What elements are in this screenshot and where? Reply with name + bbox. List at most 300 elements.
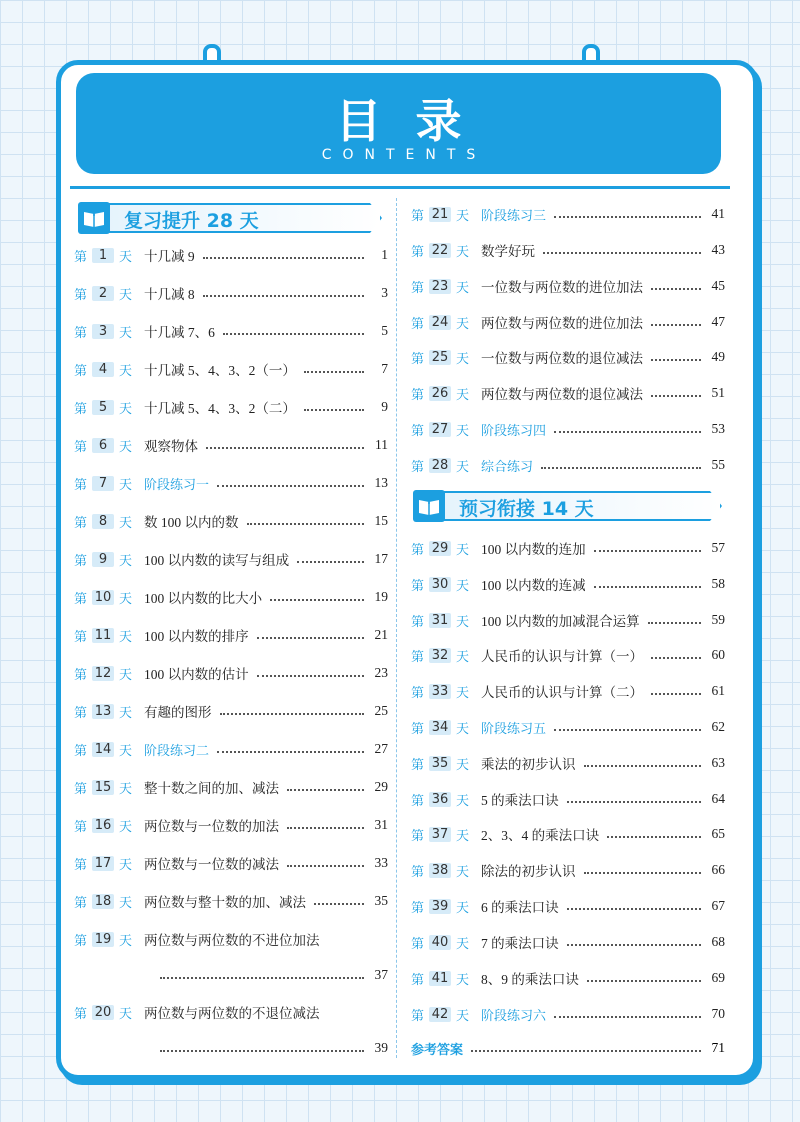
toc-entry[interactable] (74, 699, 388, 723)
day-label (74, 664, 144, 683)
day-label (74, 892, 144, 911)
entry-page: 15 (374, 513, 388, 528)
entry-page: 3 (381, 285, 388, 300)
day-label (411, 241, 481, 260)
toc-entry-continuation[interactable] (160, 963, 388, 987)
day-number: 13 (92, 704, 114, 719)
dot-leader (651, 359, 701, 361)
day-label (74, 816, 144, 835)
dot-leader (217, 485, 364, 487)
day-label (74, 398, 144, 417)
entry-title: 阶段练习四 (481, 423, 547, 439)
dot-leader (607, 836, 701, 838)
day-number: 23 (429, 279, 451, 294)
section-banner-review (80, 203, 382, 233)
entry-page: 13 (374, 475, 388, 490)
entry-title: 100 以内数的连减 (481, 578, 586, 593)
entry-page: 45 (711, 278, 725, 293)
entry-title: 100 以内数的排序 (144, 629, 249, 644)
day-label (411, 277, 481, 296)
day-label (74, 930, 144, 949)
day-suffix: 天 (119, 249, 133, 265)
dot-leader (203, 257, 364, 259)
entry-title: 阶段练习六 (481, 1008, 547, 1024)
day-label (411, 969, 481, 988)
entry-page: 61 (711, 683, 725, 698)
day-number: 26 (429, 386, 451, 401)
entry-title: 两位数与两位数的不进位加法 (144, 933, 320, 948)
entry-title: 十几减 8 (144, 287, 195, 302)
day-prefix: 第 (411, 542, 425, 558)
entry-title: 人民币的认识与计算（二） (481, 685, 643, 700)
toc-entry[interactable] (411, 345, 725, 369)
toc-entry[interactable] (74, 775, 388, 799)
day-number: 3 (92, 324, 114, 339)
day-suffix: 天 (456, 864, 470, 880)
section-label: 预习衔接 14 天 (459, 498, 594, 520)
day-prefix: 第 (411, 459, 425, 475)
entry-title: 100 以内数的加减混合运算 (481, 614, 640, 629)
entry-title: 有趣的图形 (144, 705, 212, 720)
entry-page: 68 (711, 934, 725, 949)
day-prefix: 第 (74, 705, 88, 721)
section-banner-preview (415, 491, 722, 521)
day-prefix: 第 (411, 208, 425, 224)
toc-entry[interactable] (411, 715, 725, 739)
toc-entry[interactable] (74, 927, 388, 951)
book-icon (413, 490, 445, 522)
day-label (411, 539, 481, 558)
dot-leader (160, 1050, 364, 1052)
day-prefix: 第 (411, 972, 425, 988)
toc-entry[interactable] (74, 357, 388, 381)
entry-page: 65 (711, 826, 725, 841)
header-divider (70, 186, 730, 189)
entry-page: 25 (374, 703, 388, 718)
day-number: 15 (92, 780, 114, 795)
day-suffix: 天 (456, 244, 470, 260)
day-suffix: 天 (119, 287, 133, 303)
day-number: 5 (92, 400, 114, 415)
toc-entry[interactable] (74, 319, 388, 343)
day-prefix: 第 (411, 387, 425, 403)
entry-page: 43 (711, 242, 725, 257)
dot-leader (567, 801, 701, 803)
entry-page: 69 (711, 970, 725, 985)
day-label (74, 360, 144, 379)
toc-entry[interactable] (411, 310, 725, 334)
day-prefix: 第 (411, 757, 425, 773)
dot-leader (297, 561, 364, 563)
day-number: 20 (92, 1005, 114, 1020)
day-prefix: 第 (74, 401, 88, 417)
day-prefix: 第 (411, 936, 425, 952)
day-prefix: 第 (74, 743, 88, 759)
day-prefix: 第 (74, 515, 88, 531)
day-label (74, 740, 144, 759)
day-prefix: 第 (74, 819, 88, 835)
entry-page: 71 (711, 1040, 725, 1055)
entry-page: 57 (711, 540, 725, 555)
day-prefix: 第 (74, 667, 88, 683)
toc-entry[interactable] (74, 433, 388, 457)
day-prefix: 第 (411, 864, 425, 880)
entry-page: 60 (711, 647, 725, 662)
day-number: 33 (429, 684, 451, 699)
entry-title: 十几减 9 (144, 249, 195, 264)
toc-entry[interactable] (74, 471, 388, 495)
day-suffix: 天 (119, 477, 133, 493)
toc-entry[interactable] (411, 751, 725, 775)
day-suffix: 天 (119, 743, 133, 759)
dot-leader (651, 324, 701, 326)
day-number: 18 (92, 894, 114, 909)
day-label (411, 646, 481, 665)
day-number: 28 (429, 458, 451, 473)
entry-title: 两位数与一位数的加法 (144, 819, 279, 834)
toc-entry[interactable] (74, 509, 388, 533)
day-prefix: 第 (74, 591, 88, 607)
day-number: 42 (429, 1007, 451, 1022)
day-suffix: 天 (456, 614, 470, 630)
day-suffix: 天 (119, 895, 133, 911)
dot-leader (554, 431, 701, 433)
dot-leader (651, 395, 701, 397)
day-number: 4 (92, 362, 114, 377)
day-suffix: 天 (456, 793, 470, 809)
day-suffix: 天 (119, 705, 133, 721)
dot-leader (587, 980, 701, 982)
day-label (411, 861, 481, 880)
entry-page: 23 (374, 665, 388, 680)
day-suffix: 天 (119, 591, 133, 607)
day-label (411, 825, 481, 844)
entry-title: 乘法的初步认识 (481, 757, 576, 772)
day-prefix: 第 (411, 423, 425, 439)
entry-page: 5 (381, 323, 388, 338)
entry-page: 62 (711, 719, 725, 734)
toc-entry[interactable] (411, 453, 725, 477)
toc-entry[interactable] (74, 851, 388, 875)
dot-leader (247, 523, 365, 525)
entry-page: 49 (711, 349, 725, 364)
day-label (411, 384, 481, 403)
dot-leader (471, 1050, 701, 1052)
dot-leader (651, 657, 701, 659)
day-label (74, 1003, 144, 1022)
day-prefix: 第 (411, 900, 425, 916)
entry-title: 2、3、4 的乘法口诀 (481, 828, 600, 843)
entry-page: 63 (711, 755, 725, 770)
day-number: 35 (429, 756, 451, 771)
day-label (411, 205, 481, 224)
toc-entry[interactable] (74, 737, 388, 761)
toc-entry[interactable] (411, 417, 725, 441)
day-suffix: 天 (456, 578, 470, 594)
day-suffix: 天 (456, 1008, 470, 1024)
dot-leader (287, 827, 364, 829)
dot-leader (304, 409, 364, 411)
dot-leader (257, 637, 364, 639)
day-number: 27 (429, 422, 451, 437)
day-label (74, 322, 144, 341)
toc-entry[interactable] (411, 858, 725, 882)
dot-leader (648, 622, 701, 624)
toc-entry[interactable] (74, 813, 388, 837)
entry-page: 67 (711, 898, 725, 913)
toc-entry[interactable] (411, 966, 725, 990)
toc-entry[interactable] (411, 1002, 725, 1026)
entry-title: 阶段练习二 (144, 743, 210, 759)
entry-title: 8、9 的乘法口诀 (481, 972, 579, 987)
day-prefix: 第 (411, 828, 425, 844)
day-prefix: 第 (411, 793, 425, 809)
day-prefix: 第 (74, 553, 88, 569)
entry-title: 整十数之间的加、减法 (144, 781, 279, 796)
day-number: 31 (429, 613, 451, 628)
entry-title: 两位数与两位数的不退位减法 (144, 1006, 320, 1021)
day-label (411, 754, 481, 773)
dot-leader (270, 599, 364, 601)
toc-entry[interactable] (411, 274, 725, 298)
toc-entry[interactable] (74, 661, 388, 685)
entry-page: 51 (711, 385, 725, 400)
day-label (74, 626, 144, 645)
day-number: 12 (92, 666, 114, 681)
entry-title: 两位数与一位数的减法 (144, 857, 279, 872)
day-suffix: 天 (119, 363, 133, 379)
dot-leader (206, 447, 364, 449)
entry-page: 55 (711, 457, 725, 472)
day-suffix: 天 (456, 828, 470, 844)
toc-entry[interactable] (411, 238, 725, 262)
entry-title: 人民币的认识与计算（一） (481, 649, 643, 664)
day-suffix: 天 (119, 667, 133, 683)
day-label (411, 611, 481, 630)
day-suffix: 天 (456, 423, 470, 439)
day-suffix: 天 (456, 757, 470, 773)
day-number: 9 (92, 552, 114, 567)
dot-leader (304, 371, 364, 373)
dot-leader (314, 903, 364, 905)
day-suffix: 天 (119, 819, 133, 835)
day-prefix: 第 (74, 1006, 88, 1022)
day-suffix: 天 (119, 1006, 133, 1022)
entry-title: 十几减 5、4、3、2（一） (144, 363, 296, 378)
toc-entry-continuation[interactable] (160, 1036, 388, 1060)
day-label (411, 790, 481, 809)
day-number: 24 (429, 315, 451, 330)
dot-leader (220, 713, 365, 715)
book-icon (78, 202, 110, 234)
entry-title: 阶段练习五 (481, 721, 547, 737)
entry-page: 27 (374, 741, 388, 756)
day-suffix: 天 (456, 649, 470, 665)
toc-entry[interactable] (411, 822, 725, 846)
day-number: 17 (92, 856, 114, 871)
entry-page: 66 (711, 862, 725, 877)
day-number: 40 (429, 935, 451, 950)
day-label (74, 512, 144, 531)
toc-entry[interactable] (411, 202, 725, 226)
entry-title: 100 以内数的估计 (144, 667, 249, 682)
toc-entry[interactable] (411, 608, 725, 632)
day-number: 29 (429, 541, 451, 556)
entry-title: 100 以内数的读写与组成 (144, 553, 290, 568)
day-prefix: 第 (74, 249, 88, 265)
day-label (74, 284, 144, 303)
entry-title: 100 以内数的比大小 (144, 591, 263, 606)
day-label (74, 702, 144, 721)
day-label (74, 588, 144, 607)
day-suffix: 天 (119, 401, 133, 417)
toc-entry[interactable] (74, 623, 388, 647)
entry-page: 11 (375, 437, 388, 452)
day-suffix: 天 (119, 439, 133, 455)
day-suffix: 天 (456, 459, 470, 475)
day-suffix: 天 (456, 721, 470, 737)
dot-leader (287, 789, 364, 791)
dot-leader (651, 693, 701, 695)
day-prefix: 第 (411, 614, 425, 630)
entry-page: 47 (711, 314, 725, 329)
entry-page: 29 (374, 779, 388, 794)
day-number: 2 (92, 286, 114, 301)
toc-entry[interactable] (74, 281, 388, 305)
entry-title: 两位数与两位数的退位减法 (481, 387, 643, 402)
entry-title: 观察物体 (144, 439, 198, 454)
entry-title: 5 的乘法口诀 (481, 793, 559, 808)
toc-entry[interactable] (411, 536, 725, 560)
day-number: 8 (92, 514, 114, 529)
day-prefix: 第 (411, 316, 425, 332)
day-number: 34 (429, 720, 451, 735)
toc-entry[interactable] (411, 679, 725, 703)
entry-page: 41 (711, 206, 725, 221)
entry-page: 39 (374, 1040, 388, 1055)
entry-page: 7 (381, 361, 388, 376)
entry-page: 9 (381, 399, 388, 414)
day-prefix: 第 (411, 721, 425, 737)
dot-leader (554, 729, 701, 731)
day-number: 39 (429, 899, 451, 914)
dot-leader (554, 216, 701, 218)
day-suffix: 天 (119, 857, 133, 873)
day-number: 32 (429, 648, 451, 663)
entry-title: 6 的乘法口诀 (481, 900, 559, 915)
toc-entry[interactable] (74, 547, 388, 571)
day-suffix: 天 (456, 542, 470, 558)
toc-entry[interactable] (74, 889, 388, 913)
entry-page: 70 (711, 1006, 725, 1021)
day-label (411, 313, 481, 332)
day-label (411, 718, 481, 737)
dot-leader (543, 252, 701, 254)
day-prefix: 第 (411, 578, 425, 594)
day-suffix: 天 (119, 781, 133, 797)
entry-page: 33 (374, 855, 388, 870)
day-label (74, 854, 144, 873)
day-prefix: 第 (74, 629, 88, 645)
entry-title: 7 的乘法口诀 (481, 936, 559, 951)
column-divider (396, 198, 397, 1058)
entry-page: 31 (374, 817, 388, 832)
entry-page: 1 (381, 247, 388, 262)
day-label (411, 456, 481, 475)
entry-title: 100 以内数的连加 (481, 542, 586, 557)
day-suffix: 天 (119, 553, 133, 569)
entry-page: 17 (374, 551, 388, 566)
toc-entry[interactable] (74, 395, 388, 419)
day-suffix: 天 (456, 208, 470, 224)
day-suffix: 天 (456, 685, 470, 701)
day-suffix: 天 (456, 972, 470, 988)
toc-entry[interactable] (411, 381, 725, 405)
entry-page: 58 (711, 576, 725, 591)
day-prefix: 第 (74, 325, 88, 341)
dot-leader (567, 908, 701, 910)
entry-page: 37 (374, 967, 388, 982)
toc-entry[interactable] (411, 894, 725, 918)
toc-entry[interactable] (411, 930, 725, 954)
entry-title: 一位数与两位数的进位加法 (481, 280, 643, 295)
toc-entry[interactable] (74, 1000, 388, 1024)
day-label (74, 246, 144, 265)
day-suffix: 天 (456, 900, 470, 916)
toc-entry[interactable] (74, 243, 388, 267)
day-label (411, 682, 481, 701)
day-label (74, 778, 144, 797)
entry-title: 两位数与整十数的加、减法 (144, 895, 306, 910)
day-prefix: 第 (74, 857, 88, 873)
day-suffix: 天 (119, 325, 133, 341)
day-suffix: 天 (456, 936, 470, 952)
toc-entry[interactable] (411, 572, 725, 596)
entry-title: 参考答案 (411, 1042, 464, 1058)
dot-leader (554, 1016, 701, 1018)
entry-title: 十几减 7、6 (144, 325, 215, 340)
page-title: 目录 (335, 94, 496, 148)
day-label (411, 420, 481, 439)
entry-page: 35 (374, 893, 388, 908)
dot-leader (651, 288, 701, 290)
entry-page: 53 (711, 421, 725, 436)
entry-title: 阶段练习三 (481, 208, 547, 224)
day-label (411, 1005, 481, 1024)
dot-leader (594, 550, 701, 552)
day-suffix: 天 (456, 387, 470, 403)
toc-entry[interactable] (74, 585, 388, 609)
dot-leader (203, 295, 364, 297)
entry-title: 十几减 5、4、3、2（二） (144, 401, 296, 416)
day-prefix: 第 (411, 280, 425, 296)
day-suffix: 天 (119, 629, 133, 645)
day-number: 21 (429, 207, 451, 222)
day-prefix: 第 (74, 933, 88, 949)
answer-key-entry[interactable] (411, 1036, 725, 1060)
day-number: 7 (92, 476, 114, 491)
day-label (411, 348, 481, 367)
day-number: 6 (92, 438, 114, 453)
day-label (411, 897, 481, 916)
day-number: 36 (429, 792, 451, 807)
day-suffix: 天 (119, 515, 133, 531)
day-prefix: 第 (411, 1008, 425, 1024)
toc-entry[interactable] (411, 643, 725, 667)
contents-header (76, 73, 721, 174)
toc-entry[interactable] (411, 787, 725, 811)
dot-leader (567, 944, 701, 946)
